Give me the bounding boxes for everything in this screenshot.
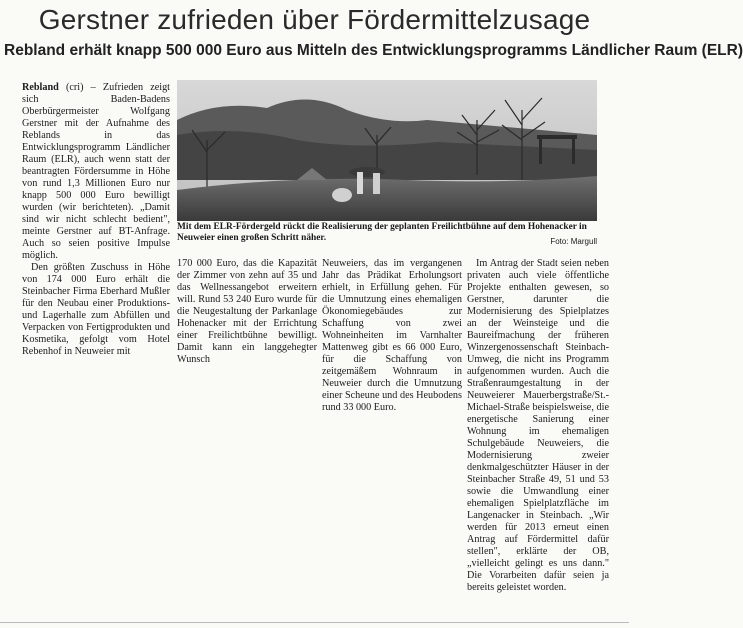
column-2 bbox=[177, 258, 317, 366]
dateline: Rebland bbox=[22, 82, 59, 93]
caption-text: Mit dem ELR-Fördergeld rückt die Realisierung der geplanten Freilichtbühne auf dem Hohenacker in Neuweier einen großen Schritt näher. bbox=[177, 222, 587, 243]
subheadline: Rebland erhält knapp 500 000 Euro aus Mitteln des Entwicklungsprogramms Ländlicher Raum (ELR) bbox=[4, 42, 743, 59]
photo-caption bbox=[177, 222, 597, 246]
bottom-rule bbox=[0, 622, 629, 623]
article-photo bbox=[177, 80, 597, 221]
lead-paragraph bbox=[22, 82, 170, 262]
lead-text: (cri) – Zufrieden zeigt sich Baden-Badens Oberbürgermeister Wolfgang Gerstner mit der Aufnahme des Reblands in das Entwicklungsprogramm Ländlicher Raum (ELR), auch wenn statt der beantragten Fördersumme in Höhe von rund 1,3 Millionen Euro nur knapp 500 000 Euro bewilligt wurden (wir berichteten). „Damit sind wir nicht schlecht bedient", meinte Gerstner auf BT-Anfrage. Auch so seien positive Impulse möglich. bbox=[22, 82, 170, 261]
photo-credit: Foto: Margull bbox=[550, 237, 597, 246]
headline: Gerstner zufrieden über Fördermittelzusage bbox=[38, 4, 591, 35]
column-4 bbox=[467, 258, 609, 594]
paragraph: Im Antrag der Stadt seien neben privaten auch viele öffentliche Projekte enthalten gewesen, so Gerstner, darunter die Modernisierung des Spielplatzes an der Weinsteige und die Baureifmachung der früheren Winzergenossenschaft Steinbach-Umweg, die nicht ins Programm aufgenommen wurden. Auch die Straßenraumgestaltung in der Neuweierer Mauerbergstraße/St.-Michael-Straße beispielsweise, die energetische Sanierung einer Wohnung im ehemaligen Schulgebäude Neuweiers, die Modernisierung zweier denkmalgeschützter Häuser in der Steinbacher Straße 49, 51 und 53 sowie die Umwandlung einer ehemaligen Spielplatzfläche im Langenacker in Steinbach. „Wir werden für 2013 erneut einen Antrag auf Fördermittel dafür stellen", erklärte der OB, „vielleicht gelingt es uns dann." Die Vorarbeiten dafür seien ja bereits geleistet worden. bbox=[467, 258, 609, 593]
paragraph: 170 000 Euro, das die Kapazität der Zimmer von zehn auf 35 und das Wellnessangebot erweitern will. Rund 53 240 Euro wurde für die Neugestaltung der Parkanlage Hohenacker mit der Errichtung einer Freilichtbühne bewilligt. Damit kann ein langgehegter Wunsch bbox=[177, 258, 317, 365]
paragraph: Neuweiers, das im vergangenen Jahr das Prädikat Erholungsort erhielt, in Erfüllung gehen. Für die Umnutzung eines ehemaligen Ökonomiegebäudes zur Schaffung von zwei Wohneinheiten im Varnhalter Mattenweg gibt es 66 000 Euro, für die Schaffung von zeitgemäßem Wohnraum in Neuweier durch die Umnutzung einer Scheune und des Heubodens rund 33 000 Euro. bbox=[322, 258, 462, 413]
column-3 bbox=[322, 258, 462, 414]
column-1 bbox=[22, 82, 170, 358]
paragraph: Den größten Zuschuss in Höhe von 174 000 Euro erhält die Steinbacher Firma Eberhard Mußler für den Neubau einer Produktions- und Lagerhalle zum Abfüllen und Verpacken von Fertigprodukten und Kosmetika, gefolgt vom Hotel Rebenhof in Neuweier mit bbox=[22, 262, 170, 357]
photo-hohenacker-park bbox=[177, 80, 597, 221]
